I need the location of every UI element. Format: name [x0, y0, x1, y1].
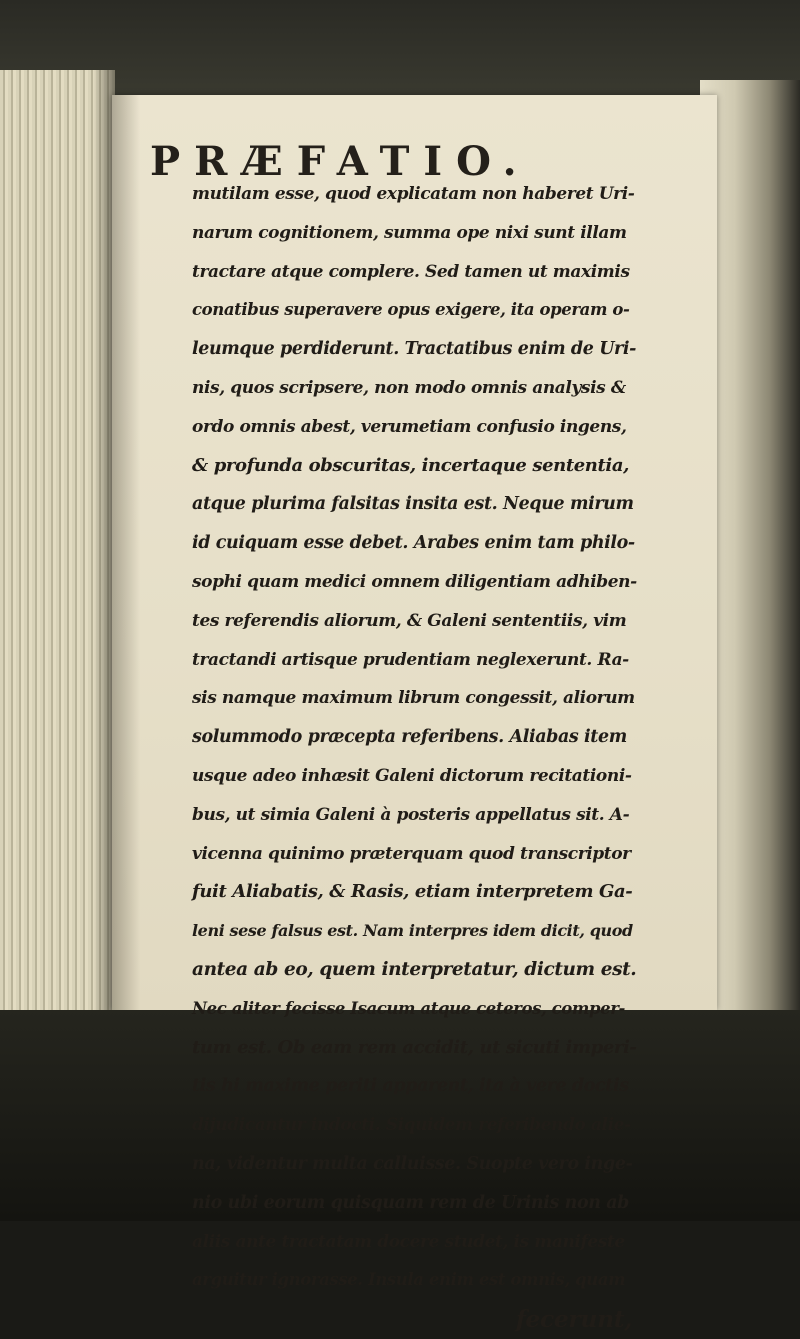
- running-head: PRÆFATIO.: [150, 138, 531, 185]
- text-line: solummodo præcepta referibens. Aliabas item: [192, 727, 627, 748]
- text-line: arguitur ignorasse. Insula enim est omnis, quam: [192, 1270, 626, 1290]
- text-line: ordo omnis abest, verumetiam confusio ingens,: [192, 416, 627, 437]
- background-top: [0, 0, 800, 100]
- text-line: conatibus superavere opus exigere, ita operam o-: [192, 300, 630, 320]
- text-line: tractandi artisque prudentiam neglexerunt. Ra-: [192, 649, 629, 670]
- text-line: antea ab eo, quem interpretatur, dictum est.: [192, 958, 637, 980]
- left-page-stack: [0, 70, 115, 1030]
- text-line: narum cognitionem, summa ope nixi sunt illam: [192, 222, 627, 243]
- text-line: aliis ante tractatam docere studet, is manifeste: [192, 1231, 625, 1252]
- text-line: fuit Aliabatis, & Rasis, etiam interpretem Ga-: [192, 881, 633, 903]
- text-line: sis namque maximum librum congessit, aliorum: [192, 688, 635, 709]
- text-line: tractare atque complere. Sed tamen ut maximis: [192, 261, 630, 282]
- text-line: mutilam esse, quod explicatam non haberet Uri-: [192, 184, 635, 204]
- text-line: leni sese falsus est. Nam interpres idem dicit, quod: [192, 921, 633, 941]
- text-line: Nec aliter fecisse Isacum atque ceteros, comper-: [192, 998, 625, 1018]
- text-line: fecerunt,: [515, 1305, 632, 1334]
- text-line: nis, quos scripsere, non modo omnis analysis &: [192, 377, 626, 398]
- text-line: tum est. Ob eam rem accidit, ut sicuti imperi-: [192, 1036, 637, 1058]
- text-line: sophi quam medici omnem diligentiam adhiben-: [192, 571, 637, 592]
- text-line: na, videntur multa calluisse. Suopte vero inge-: [192, 1153, 633, 1174]
- text-line: dijudicantur indocti. Siquidem referibendo alie-: [192, 1115, 631, 1136]
- text-line: & profunda obscuritas, incertaque sententia,: [192, 454, 629, 476]
- text-line: atque plurima falsitas insita est. Neque mirum: [192, 494, 634, 515]
- text-line: bus, ut simia Galeni à posteris appellatus sit. A-: [192, 804, 630, 825]
- text-line: vicenna quinimo præterquam quod transcriptor: [192, 843, 631, 864]
- text-line: usque adeo inhæsit Galeni dictorum recitationi-: [192, 765, 632, 786]
- text-line: leumque perdiderunt. Tractatibus enim de Uri-: [192, 339, 636, 360]
- text-line: id cuiquam esse debet. Arabes enim tam philo-: [192, 533, 635, 554]
- text-line: nio ubi eorum quisquam rem de Urinis non ab: [192, 1192, 630, 1213]
- body-text: [192, 175, 637, 1339]
- text-line: tes referendis aliorum, & Galeni sententiis, vim: [192, 610, 627, 631]
- text-line: tis hi maxime periti apparent, ita à vere doctis: [192, 1076, 629, 1097]
